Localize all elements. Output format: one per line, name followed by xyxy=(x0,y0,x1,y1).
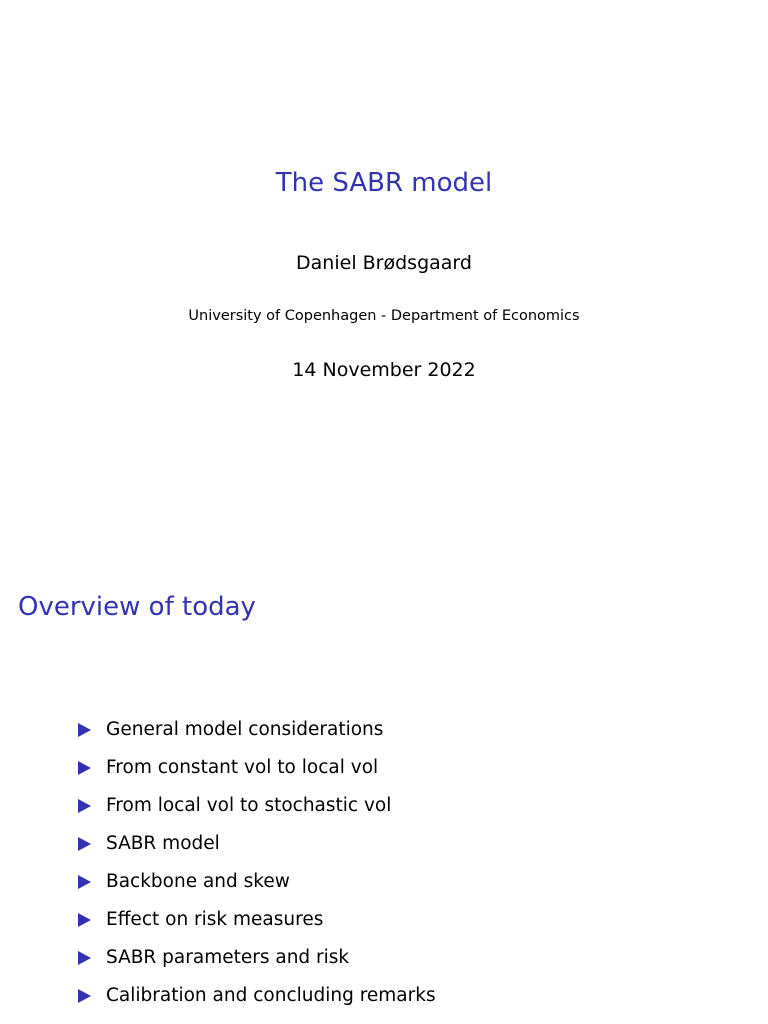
presentation-title: The SABR model xyxy=(275,168,493,198)
list-item xyxy=(78,718,436,756)
triangle-right-icon xyxy=(78,799,91,813)
list-item-label: SABR model xyxy=(106,833,220,854)
institute-name: University of Copenhagen - Department of Economics xyxy=(188,308,580,324)
list-item-label: SABR parameters and risk xyxy=(106,947,350,968)
list-item-label: From local vol to stochastic vol xyxy=(106,795,392,816)
triangle-right-icon xyxy=(78,761,91,775)
list-item-label: Effect on risk measures xyxy=(106,909,324,930)
triangle-right-icon xyxy=(78,951,91,965)
author-name: Daniel Brødsgaard xyxy=(296,252,472,274)
triangle-right-icon xyxy=(78,875,91,889)
triangle-right-icon xyxy=(78,837,91,851)
triangle-right-icon xyxy=(78,723,91,737)
list-item xyxy=(78,908,436,946)
overview-slide xyxy=(0,512,768,1024)
list-item xyxy=(78,756,436,794)
list-item xyxy=(78,984,436,1022)
list-item xyxy=(78,946,436,984)
frame-title: Overview of today xyxy=(18,592,256,622)
list-item xyxy=(78,870,436,908)
list-item-label: From constant vol to local vol xyxy=(106,757,379,778)
triangle-right-icon xyxy=(78,989,91,1003)
list-item-label: Backbone and skew xyxy=(106,871,290,892)
list-item xyxy=(78,832,436,870)
overview-list xyxy=(78,718,436,1022)
presentation-date: 14 November 2022 xyxy=(292,359,476,381)
list-item-label: Calibration and concluding remarks xyxy=(106,985,436,1006)
list-item-label: General model considerations xyxy=(106,719,384,740)
triangle-right-icon xyxy=(78,913,91,927)
list-item xyxy=(78,794,436,832)
